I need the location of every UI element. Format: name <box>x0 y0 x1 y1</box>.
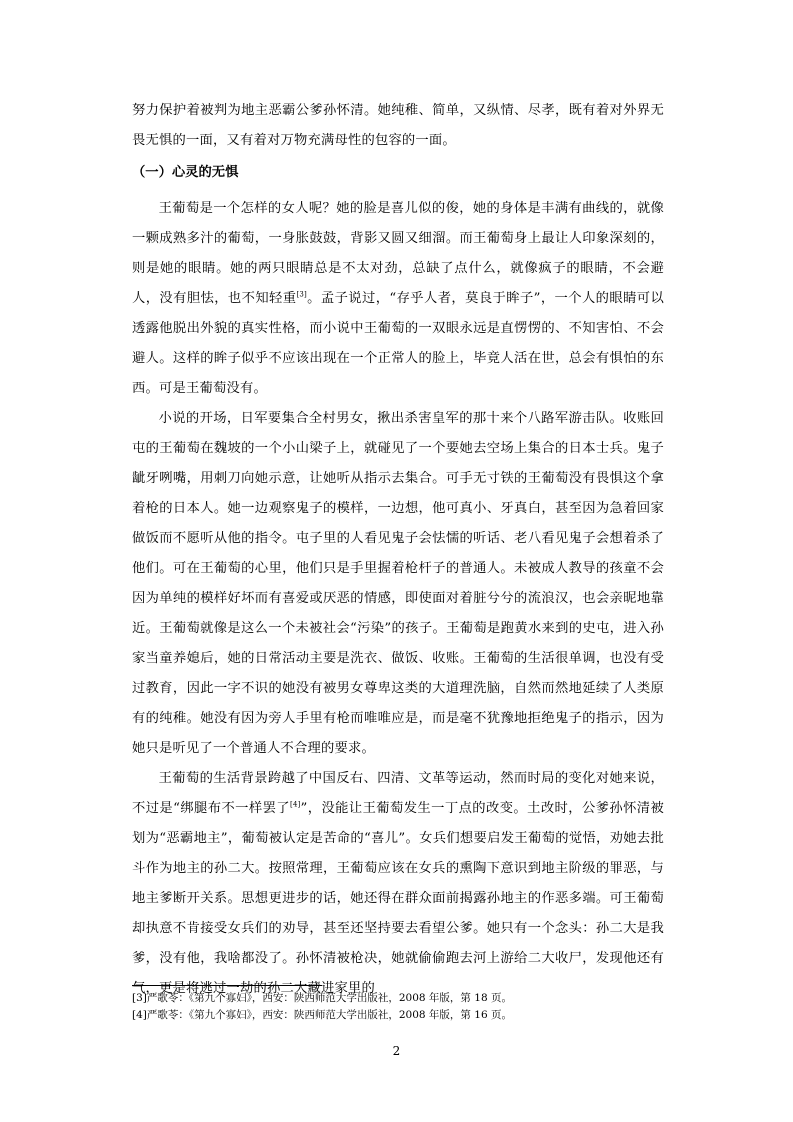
paragraph-background <box>132 764 664 1004</box>
section-heading: （一）心灵的无惧 <box>132 165 239 180</box>
page-number: 2 <box>392 1044 401 1058</box>
footnote-4: [4]严歌苓：《第九个寡妇》，西安：陕西师范大学出版社，2008 年版，第 16 页。 <box>132 1009 512 1021</box>
paragraph-text: ”，没能让王葡萄发生一丁点的改变。土改时，公爹孙怀清被划为“恶霸地主”，葡萄被认定是苦命的“喜儿”。女兵们想要启发王葡萄的觉悟，劝她去批斗作为地主的孙二大。按照常理，王葡萄应该在女兵的熏陶下意识到地主阶级的罪恶，与地主爹断开关系。思想更进步的话，她还得在群众面前揭露孙地主的作恶多端。可王葡萄却执意不肯接受女兵们的劝导，甚至还坚持要去看望公爹。她只有一个念头：孙二大是我爹，没有他，我啥都没了。孙怀清被枪决，她就偷偷跑去河上游给二大收尸，发现他还有气，更是将逃过一劫的孙二大藏进家里的 <box>132 801 665 996</box>
paragraph-eyes <box>132 194 664 404</box>
paragraph-opening-scene <box>132 404 664 764</box>
body-text <box>132 96 664 1004</box>
paragraph-continued <box>132 96 664 156</box>
paragraph-text: 。孟子说过，“存乎人者，莫良于眸子”，一个人的眼睛可以透露他脱出外貌的真实性格，而小说中王葡萄的一双眼永远是直愣愣的、不知害怕、不会避人。这样的眸子似乎不应该出现在一个正常人的脸上，毕竟人活在世，总会有惧怕的东西。可是王葡萄没有。 <box>132 291 664 396</box>
paragraph-text: 努力保护着被判为地主恶霸公爹孙怀清。她纯稚、简单，又纵情、尽孝，既有着对外界无畏无惧的一面，又有着对万物充满母性的包容的一面。 <box>132 103 664 148</box>
footnote-3: [3]严歌苓：《第九个寡妇》，西安：陕西师范大学出版社，2008 年版，第 18 页。 <box>132 992 512 1004</box>
paragraph-text: 小说的开场，日军要集合全村男女，揪出杀害皇军的那十来个八路军游击队。收账回屯的王葡萄在魏坡的一个小山梁子上，就碰见了一个要她去空场上集合的日本士兵。鬼子龇牙咧嘴，用刺刀向她示意，让她听从指示去集合。可手无寸铁的王葡萄没有畏惧这个拿着枪的日本人。她一边观察鬼子的模样，一边想，他可真小、牙真白，甚至因为急着回家做饭而不愿听从他的指令。屯子里的人看见鬼子会怯懦的听话、老八看见鬼子会想着杀了他们。可在王葡萄的心里，他们只是手里握着枪杆子的普通人。未被成人教导的孩童不会因为单纯的模样好坏而有喜爱或厌恶的情感，即使面对着脏兮兮的流浪汉，也会亲昵地靠近。王葡萄就像是这么一个未被社会“污染”的孩子。王葡萄是跑黄水来到的史屯，进入孙家当童养媳后，她的日常活动主要是洗衣、做饭、收账。王葡萄的生活很单调，也没有受过教育，因此一字不识的她没有被男女尊卑这类的大道理洗脑，自然而然地延续了人类原有的纯稚。她没有因为旁人手里有枪而唯唯应是，而是毫不犹豫地拒绝鬼子的指示，因为她只是听见了一个普通人不合理的要求。 <box>132 411 664 756</box>
footnote-ref-3[interactable]: [3] <box>296 290 307 299</box>
footnote-ref-4[interactable]: [4] <box>290 800 301 809</box>
paragraph-text: 王葡萄是一个怎样的女人呢？她的脸是喜儿似的俊，她的身体是丰满有曲线的，就像一颗成熟多汁的葡萄，一身胀鼓鼓，背影又圆又细溜。而王葡萄身上最让人印象深刻的，则是她的眼睛。她的两只眼睛总是不太对劲，总缺了点什么，就像疯子的眼睛，不会避人，没有胆怯，也不知轻重 <box>132 201 664 306</box>
footnotes <box>132 990 672 1024</box>
paragraph-text: 王葡萄的生活背景跨越了中国反右、四清、文革等运动，然而时局的变化对她来说，不过是“绑腿布不一样罢了 <box>132 771 664 816</box>
footnote-separator <box>132 985 322 986</box>
